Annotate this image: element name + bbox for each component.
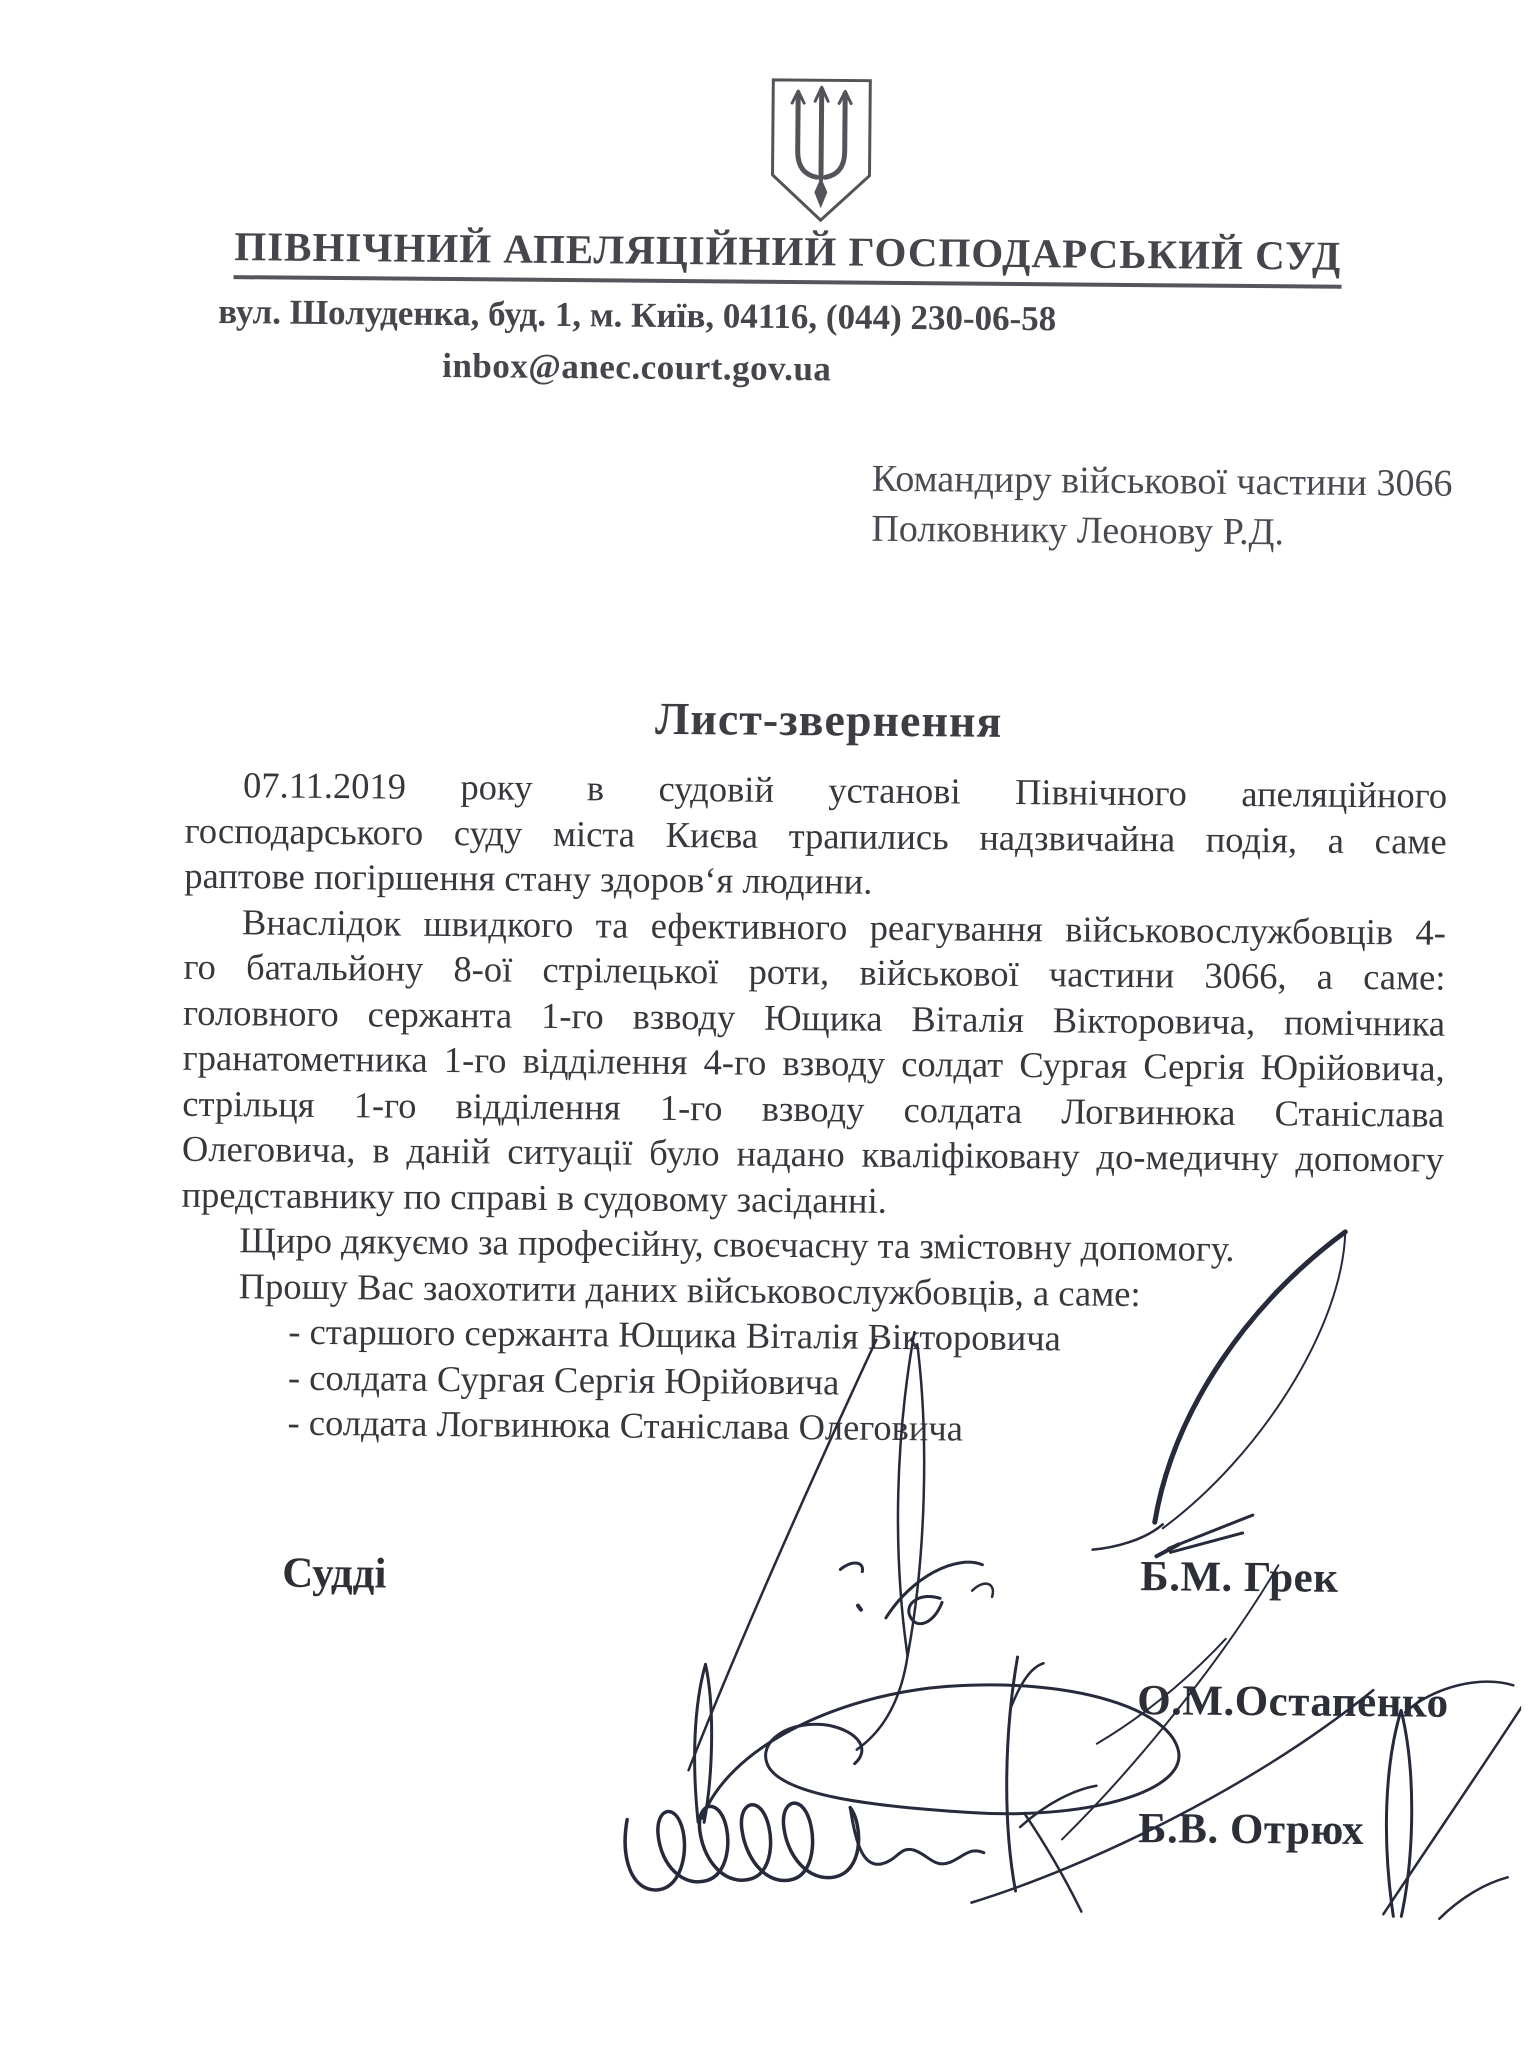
recipient-line-2: Полковнику Леонову Р.Д. <box>871 507 1285 554</box>
list-item: - солдата Сургая Сергія Юрійовича <box>287 1356 840 1402</box>
recipient-line-1: Командиру військової частини 3066 <box>871 457 1453 505</box>
signature-stroke <box>1169 1514 1253 1549</box>
signature-stroke <box>1011 1663 1043 1707</box>
signature-stroke <box>1439 1877 1507 1920</box>
para1-line: господарського суду міста Києва трапились надзвичайна подія, а саме <box>184 809 1447 862</box>
signature-stroke <box>840 1563 862 1572</box>
signers-role-label: Судді <box>282 1549 387 1598</box>
trident-base <box>814 177 827 208</box>
signature-stroke <box>1006 1657 1018 1891</box>
signer-name-otriukh: Б.В. Отрюх <box>1137 1805 1365 1855</box>
signature-stroke <box>702 1682 1179 1822</box>
ukraine-trident-emblem-icon <box>764 75 878 226</box>
signature-stroke <box>857 1656 908 1750</box>
signature-stroke <box>1093 1524 1163 1551</box>
signature-stroke <box>694 1664 712 1822</box>
para2-line: гранатометника 1-го відділення 4-го взводу солдат Сургая Сергія Юрійовича, <box>182 1036 1445 1089</box>
para1-line: раптове погіршення стану здоров‘я людини. <box>184 854 873 902</box>
para2-line: Внаслідок швидкого та ефективного реагування військовослужбовців 4- <box>241 900 1447 953</box>
letter-body <box>179 762 1447 1455</box>
list-item: - старшого сержанта Ющика Віталія Вікторовича <box>288 1310 1062 1359</box>
letterhead-email-row <box>0 342 1277 393</box>
para4-line: Прошу Вас заохотити даних військовослужбовців, а саме: <box>238 1264 1141 1314</box>
recipient-block <box>871 454 1453 559</box>
signature-stroke <box>1170 1532 1242 1553</box>
signature-stroke <box>886 1561 982 1618</box>
court-address: вул. Шолуденка, буд. 1, м. Київ, 04116, (044) 230-06-58 <box>218 291 1057 339</box>
signature-stroke <box>909 1596 942 1624</box>
para2-line: головного сержанта 1-го взводу Ющика Віталія Вікторовича, помічника <box>182 991 1446 1044</box>
para1-line: 07.11.2019 року в судовій установі Північного апеляційного <box>242 764 1448 816</box>
para2-line: стрільця 1-го відділення 1-го взводу солдата Логвинюка Станіслава <box>182 1082 1445 1135</box>
court-email: inbox@anec.court.gov.ua <box>442 345 832 389</box>
signature-stroke <box>1020 1785 1096 1828</box>
document-title-row <box>229 688 1429 751</box>
para2-line: представнику по справі в судовому засіданні. <box>181 1173 888 1221</box>
document-title: Лист-звернення <box>654 692 1003 747</box>
signature-stroke <box>972 1584 993 1597</box>
letterhead <box>168 222 1408 290</box>
court-name: ПІВНІЧНИЙ АПЕЛЯЦІЙНИЙ ГОСПОДАРСЬКИЙ СУД <box>234 222 1341 289</box>
signature-stroke <box>1383 1700 1525 1915</box>
signature-stroke <box>850 1808 984 1866</box>
signer-name-ostapenko: О.М.Остапенко <box>1136 1677 1449 1727</box>
para3-line: Щиро дякуємо за професійну, своєчасну та змістовну допомогу. <box>239 1219 1235 1269</box>
signature-stroke <box>625 1802 859 1892</box>
letterhead-address-row <box>0 290 1277 341</box>
signature-stroke <box>1023 1813 1082 1912</box>
signature-stroke <box>858 1606 861 1610</box>
list-item: - солдата Логвинюка Станіслава Олеговича <box>287 1401 964 1449</box>
para2-line: Олеговича, в даній ситуації було надано кваліфіковану до-медичну допомогу <box>181 1127 1445 1180</box>
signer-name-grek: Б.М. Грек <box>1140 1553 1339 1602</box>
signature-stroke <box>1386 1710 1413 1916</box>
para2-line: го батальйону 8-ої стрілецької роти, військової частини 3066, а саме: <box>183 945 1446 998</box>
